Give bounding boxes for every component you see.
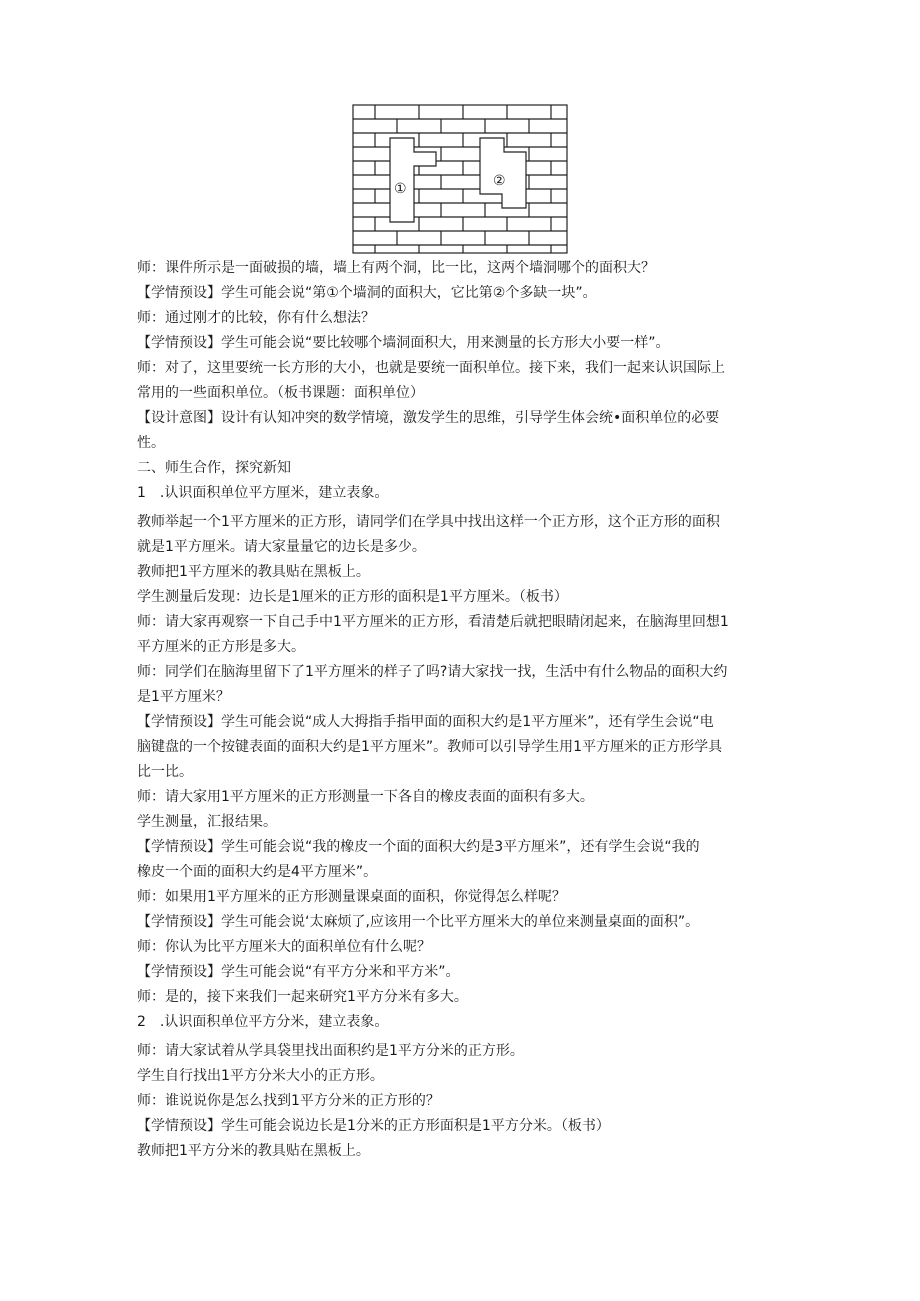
text-line: 师：对了，这里要统一长方形的大小，也就是要统一面积单位。接下来，我们一起来认识国际上 xyxy=(137,360,725,376)
text-line: 【学情预设】学生可能会说“有平方分米和平方米”。 xyxy=(137,964,460,980)
text-line: 是1平方厘米？ xyxy=(137,689,230,705)
hole-2-label: ② xyxy=(493,173,506,189)
text-line: 师：请大家试着从学具袋里找出面积约是1平方分米的正方形。 xyxy=(137,1043,524,1059)
text-line: 【学情预设】学生可能会说“我的橡皮一个面的面积大约是3平方厘米”，还有学生会说“我的 xyxy=(137,839,700,855)
text-line: 【学情预设】学生可能会说“要比较哪个墙洞面积大，用来测量的长方形大小要一样”。 xyxy=(137,335,670,351)
text-line: 学生自行找出1平方分米大小的正方形。 xyxy=(137,1068,384,1084)
text-line: 性。 xyxy=(137,435,165,451)
text-line: 师：请大家用1平方厘米的正方形测量一下各自的橡皮表面的面积有多大。 xyxy=(137,789,594,805)
text-line: 师：是的，接下来我们一起来研究1平方分米有多大。 xyxy=(137,989,468,1005)
section-heading: 二、师生合作，探究新知 xyxy=(137,460,291,476)
text-line: 师：你认为比平方厘米大的面积单位有什么呢？ xyxy=(137,939,431,955)
text-line: 常用的一些面积单位。（板书课题：面积单位） xyxy=(137,385,424,401)
text-line: 平方厘米的正方形是多大。 xyxy=(137,639,305,655)
text-line: 橡皮一个面的面积大约是4平方厘米”。 xyxy=(137,864,378,880)
text-line: 师：请大家再观察一下自己手中1平方厘米的正方形，看清楚后就把眼睛闭起来，在脑海里回想1 xyxy=(137,614,729,630)
text-line: 学生测量后发现：边长是1厘米的正方形的面积是1平方厘米。（板书） xyxy=(137,589,568,605)
text-line: 脑键盘的一个按键表面的面积大约是1平方厘米”。教师可以引导学生用1平方厘米的正方形学具 xyxy=(137,739,723,755)
brick-wall-figure xyxy=(352,104,568,254)
text-line: 师：课件所示是一面破损的墙，墙上有两个洞，比一比，这两个墙洞哪个的面积大？ xyxy=(137,260,655,276)
lesson-text xyxy=(137,256,787,1164)
subsection-heading: 1 .认识面积单位平方厘米，建立表象。 xyxy=(137,485,389,501)
hole-1-label: ① xyxy=(394,181,407,197)
text-line: 比一比。 xyxy=(137,764,193,780)
brick-wall xyxy=(353,105,567,253)
text-line: 就是1平方厘米。请大家量量它的边长是多少。 xyxy=(137,539,426,555)
wall-hole-1 xyxy=(390,138,436,222)
text-line: 教师把1平方厘米的教具贴在黑板上。 xyxy=(137,564,370,580)
text-line: 【学情预设】学生可能会说边长是1分米的正方形面积是1平方分米。（板书） xyxy=(137,1118,610,1134)
text-line: 师：通过刚才的比较，你有什么想法？ xyxy=(137,310,375,326)
text-line: 【设计意图】设计有认知冲突的数学情境，激发学生的思维，引导学生体会统•面积单位的必要 xyxy=(137,410,720,426)
text-line: 教师把1平方分米的教具贴在黑板上。 xyxy=(137,1143,370,1159)
text-line: 【学情预设】学生可能会说“第①个墙洞的面积大，它比第②个多缺一块”。 xyxy=(137,285,597,301)
subsection-heading: 2 .认识面积单位平方分米，建立表象。 xyxy=(137,1014,389,1030)
text-line: 师：谁说说你是怎么找到1平方分米的正方形的？ xyxy=(137,1093,440,1109)
text-line: 教师举起一个1平方厘米的正方形，请同学们在学具中找出这样一个正方形，这个正方形的面积 xyxy=(137,514,720,530)
text-line: 学生测量，汇报结果。 xyxy=(137,814,277,830)
text-line: 【学情预设】学生可能会说‘太麻烦了,应该用一个比平方厘米大的单位来测量桌面的面积”。 xyxy=(137,914,700,930)
text-line: 师：同学们在脑海里留下了1平方厘米的样子了吗?请大家找一找，生活中有什么物品的面积大约 xyxy=(137,664,728,680)
text-line: 【学情预设】学生可能会说“成人大拇指手指甲面的面积大约是1平方厘米”，还有学生会说“电 xyxy=(137,714,714,730)
text-line: 师：如果用1平方厘米的正方形测量课桌面的面积，你觉得怎么样呢？ xyxy=(137,889,566,905)
